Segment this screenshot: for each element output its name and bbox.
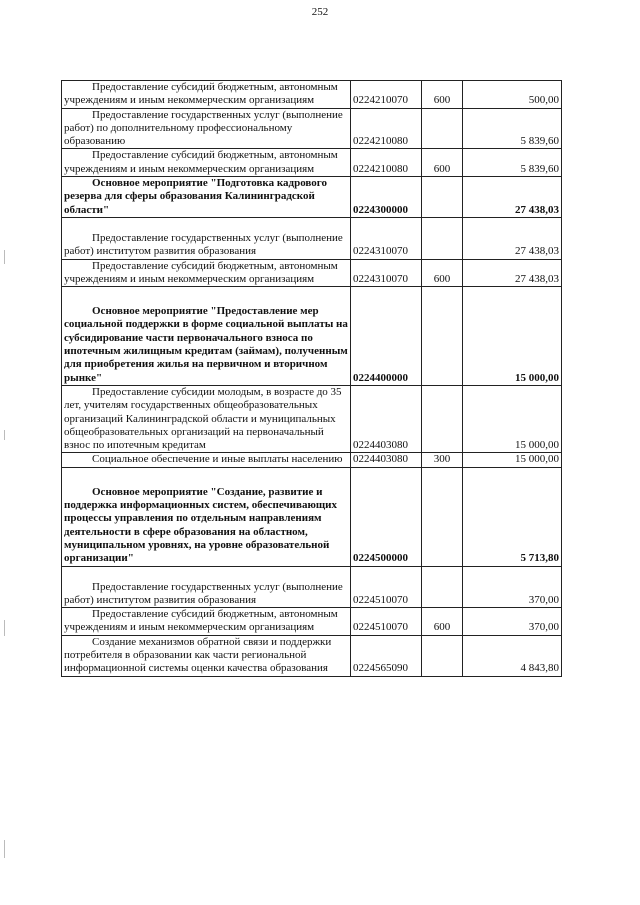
row-name: Предоставление государственных услуг (выполнение работ) по дополнительному профессиональному образованию bbox=[62, 108, 351, 149]
row-name: Предоставление государственных услуг (выполнение работ) институтом развития образования bbox=[62, 217, 351, 259]
row-name: Предоставление государственных услуг (выполнение работ) институтом развития образования bbox=[62, 566, 351, 608]
row-name: Основное мероприятие "Предоставление мер социальной поддержки в форме социальной выплаты на субсидирование части первоначального взноса по ипотечным жилищным кредитам (займам), полученным для приобретения жилья на первичном и вторичном рынке" bbox=[62, 287, 351, 386]
row-name: Социальное обеспечение и иные выплаты населению bbox=[62, 453, 351, 467]
table-row bbox=[62, 287, 562, 386]
table-row bbox=[62, 385, 562, 452]
row-sum: 500,00 bbox=[463, 81, 562, 109]
budget-table bbox=[61, 80, 562, 677]
row-expense-type bbox=[422, 108, 463, 149]
row-name: Предоставление субсидий бюджетным, автономным учреждениям и иным некоммерческим организациям bbox=[62, 608, 351, 636]
table-row bbox=[62, 81, 562, 109]
table-row bbox=[62, 108, 562, 149]
row-name: Предоставление субсидии молодым, в возрасте до 35 лет, учителям государственных общеобразовательных организаций Калининградской области и муниципальных общеобразовательных организаций на первоначальный взнос по ипотечным кредитам bbox=[62, 385, 351, 452]
row-code: 0224300000 bbox=[351, 177, 422, 218]
scan-margin-marks bbox=[4, 0, 8, 905]
row-name: Основное мероприятие "Подготовка кадрового резерва для сферы образования Калининградской области" bbox=[62, 177, 351, 218]
row-sum: 370,00 bbox=[463, 608, 562, 636]
table-row bbox=[62, 635, 562, 676]
row-code: 0224403080 bbox=[351, 385, 422, 452]
table-row bbox=[62, 566, 562, 608]
table-row bbox=[62, 453, 562, 467]
row-code: 0224510070 bbox=[351, 608, 422, 636]
row-sum: 5 713,80 bbox=[463, 467, 562, 566]
row-code: 0224510070 bbox=[351, 566, 422, 608]
row-sum: 15 000,00 bbox=[463, 385, 562, 452]
row-expense-type: 300 bbox=[422, 453, 463, 467]
row-expense-type bbox=[422, 177, 463, 218]
row-code: 0224500000 bbox=[351, 467, 422, 566]
row-code: 0224210080 bbox=[351, 149, 422, 177]
row-expense-type bbox=[422, 566, 463, 608]
row-expense-type bbox=[422, 385, 463, 452]
row-sum: 27 438,03 bbox=[463, 177, 562, 218]
row-code: 0224310070 bbox=[351, 259, 422, 287]
row-name: Предоставление субсидий бюджетным, автономным учреждениям и иным некоммерческим организациям bbox=[62, 259, 351, 287]
row-expense-type: 600 bbox=[422, 81, 463, 109]
row-sum: 5 839,60 bbox=[463, 108, 562, 149]
row-sum: 5 839,60 bbox=[463, 149, 562, 177]
row-expense-type bbox=[422, 287, 463, 386]
table-row bbox=[62, 259, 562, 287]
row-expense-type: 600 bbox=[422, 149, 463, 177]
row-sum: 27 438,03 bbox=[463, 259, 562, 287]
table-row bbox=[62, 149, 562, 177]
table-row bbox=[62, 217, 562, 259]
row-sum: 15 000,00 bbox=[463, 287, 562, 386]
row-sum: 370,00 bbox=[463, 566, 562, 608]
row-code: 0224210070 bbox=[351, 81, 422, 109]
row-code: 0224400000 bbox=[351, 287, 422, 386]
row-code: 0224403080 bbox=[351, 453, 422, 467]
row-sum: 15 000,00 bbox=[463, 453, 562, 467]
table-row bbox=[62, 177, 562, 218]
table-row bbox=[62, 467, 562, 566]
row-code: 0224565090 bbox=[351, 635, 422, 676]
row-code: 0224210080 bbox=[351, 108, 422, 149]
table-row bbox=[62, 608, 562, 636]
row-sum: 27 438,03 bbox=[463, 217, 562, 259]
row-expense-type bbox=[422, 467, 463, 566]
row-name: Создание механизмов обратной связи и поддержки потребителя в образовании как части региональной информационной системы оценки качества образования bbox=[62, 635, 351, 676]
row-name: Основное мероприятие "Создание, развитие и поддержка информационных систем, обеспечивающих процессы управления по отдельным направлениям деятельности в сфере образования на областном, муниципальном уровнях, на уровне образовательной организации" bbox=[62, 467, 351, 566]
row-expense-type: 600 bbox=[422, 608, 463, 636]
row-sum: 4 843,80 bbox=[463, 635, 562, 676]
row-code: 0224310070 bbox=[351, 217, 422, 259]
page-number: 252 bbox=[311, 6, 329, 18]
row-expense-type bbox=[422, 217, 463, 259]
row-name: Предоставление субсидий бюджетным, автономным учреждениям и иным некоммерческим организациям bbox=[62, 149, 351, 177]
row-expense-type bbox=[422, 635, 463, 676]
row-name: Предоставление субсидий бюджетным, автономным учреждениям и иным некоммерческим организациям bbox=[62, 81, 351, 109]
row-expense-type: 600 bbox=[422, 259, 463, 287]
